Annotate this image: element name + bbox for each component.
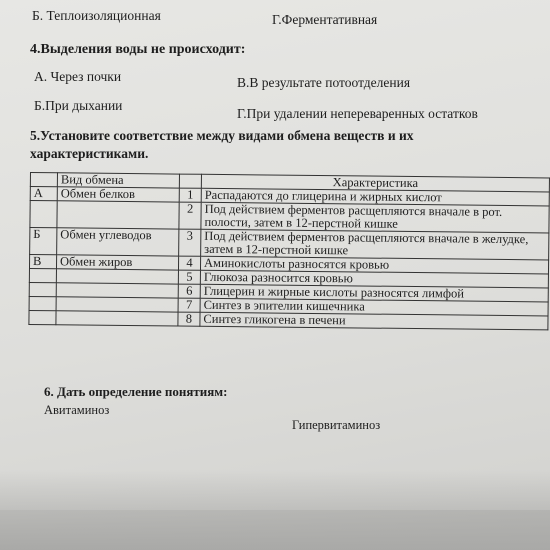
char-num: 8 [178,312,200,326]
letter-cell [29,296,56,310]
kind-letter: В [29,255,56,269]
char-num: 4 [178,256,200,270]
kind-letter: Б [30,228,57,255]
char-num: 6 [178,284,200,298]
q3-option-g: Г.Ферментативная [272,12,378,27]
kind-cell [56,283,178,298]
char-num: 5 [178,270,200,284]
letter-cell [29,310,56,324]
char-text: Под действием ферментов расщепляются вначале в желудке, затем в 12-перстной кишке [201,229,549,260]
num-cell [179,174,201,188]
char-header: Характеристика [201,174,549,192]
char-text: Аминокислоты разносятся кровью [200,256,548,274]
page-shadow [0,470,550,550]
char-text: Синтез в эпителии кишечника [200,298,548,316]
term-hypervitaminosis: Гипервитаминоз [292,418,381,432]
q6-title: 6. Дать определение понятиям: [44,384,228,399]
char-num: 3 [179,229,201,256]
q4-title: 4.Выделения воды не происходит: [30,42,246,57]
char-num: 7 [178,298,200,312]
q4-option-b: Б.При дыхании [34,98,123,113]
char-text: Синтез гликогена в печени [200,312,548,330]
kind-letter: А [30,187,57,201]
kind-name: Обмен углеводов [57,228,179,256]
char-text: Глицерин и жирные кислоты разносятся лимфой [200,284,548,302]
kind-name: Обмен жиров [56,255,178,270]
char-num: 1 [179,188,201,202]
char-num: 2 [179,202,201,229]
kind-cell [56,297,178,312]
kind-header: Вид обмена [57,173,179,188]
letter-cell [29,268,56,282]
kind-cell [56,311,178,326]
q4-option-a: А. Через почки [34,69,122,84]
kind-cell [56,269,178,284]
matching-table [28,172,550,330]
letter-cell [30,201,57,228]
q4-option-g: Г.При удалении непереваренных остатков [237,106,478,121]
q4-option-v: В.В результате потоотделения [237,75,411,90]
kind-cell [57,201,179,229]
q5-title-line2: характеристиками. [30,146,149,161]
char-text: Распадаются до глицерина и жирных кислот [201,188,549,206]
kind-name: Обмен белков [57,187,179,202]
term-avitaminosis: Авитаминоз [44,403,110,417]
q3-option-b: Б. Теплоизоляционная [32,8,161,23]
q5-title-line1: 5.Установите соответствие между видами обмена веществ и их [30,128,414,143]
letter-cell [29,282,56,296]
char-text: Под действием ферментов расщепляются вначале в рот. полости, затем в 12-перстной кишке [201,202,549,233]
char-text: Глюкоза разносится кровью [200,270,548,288]
letter-cell [30,173,57,187]
